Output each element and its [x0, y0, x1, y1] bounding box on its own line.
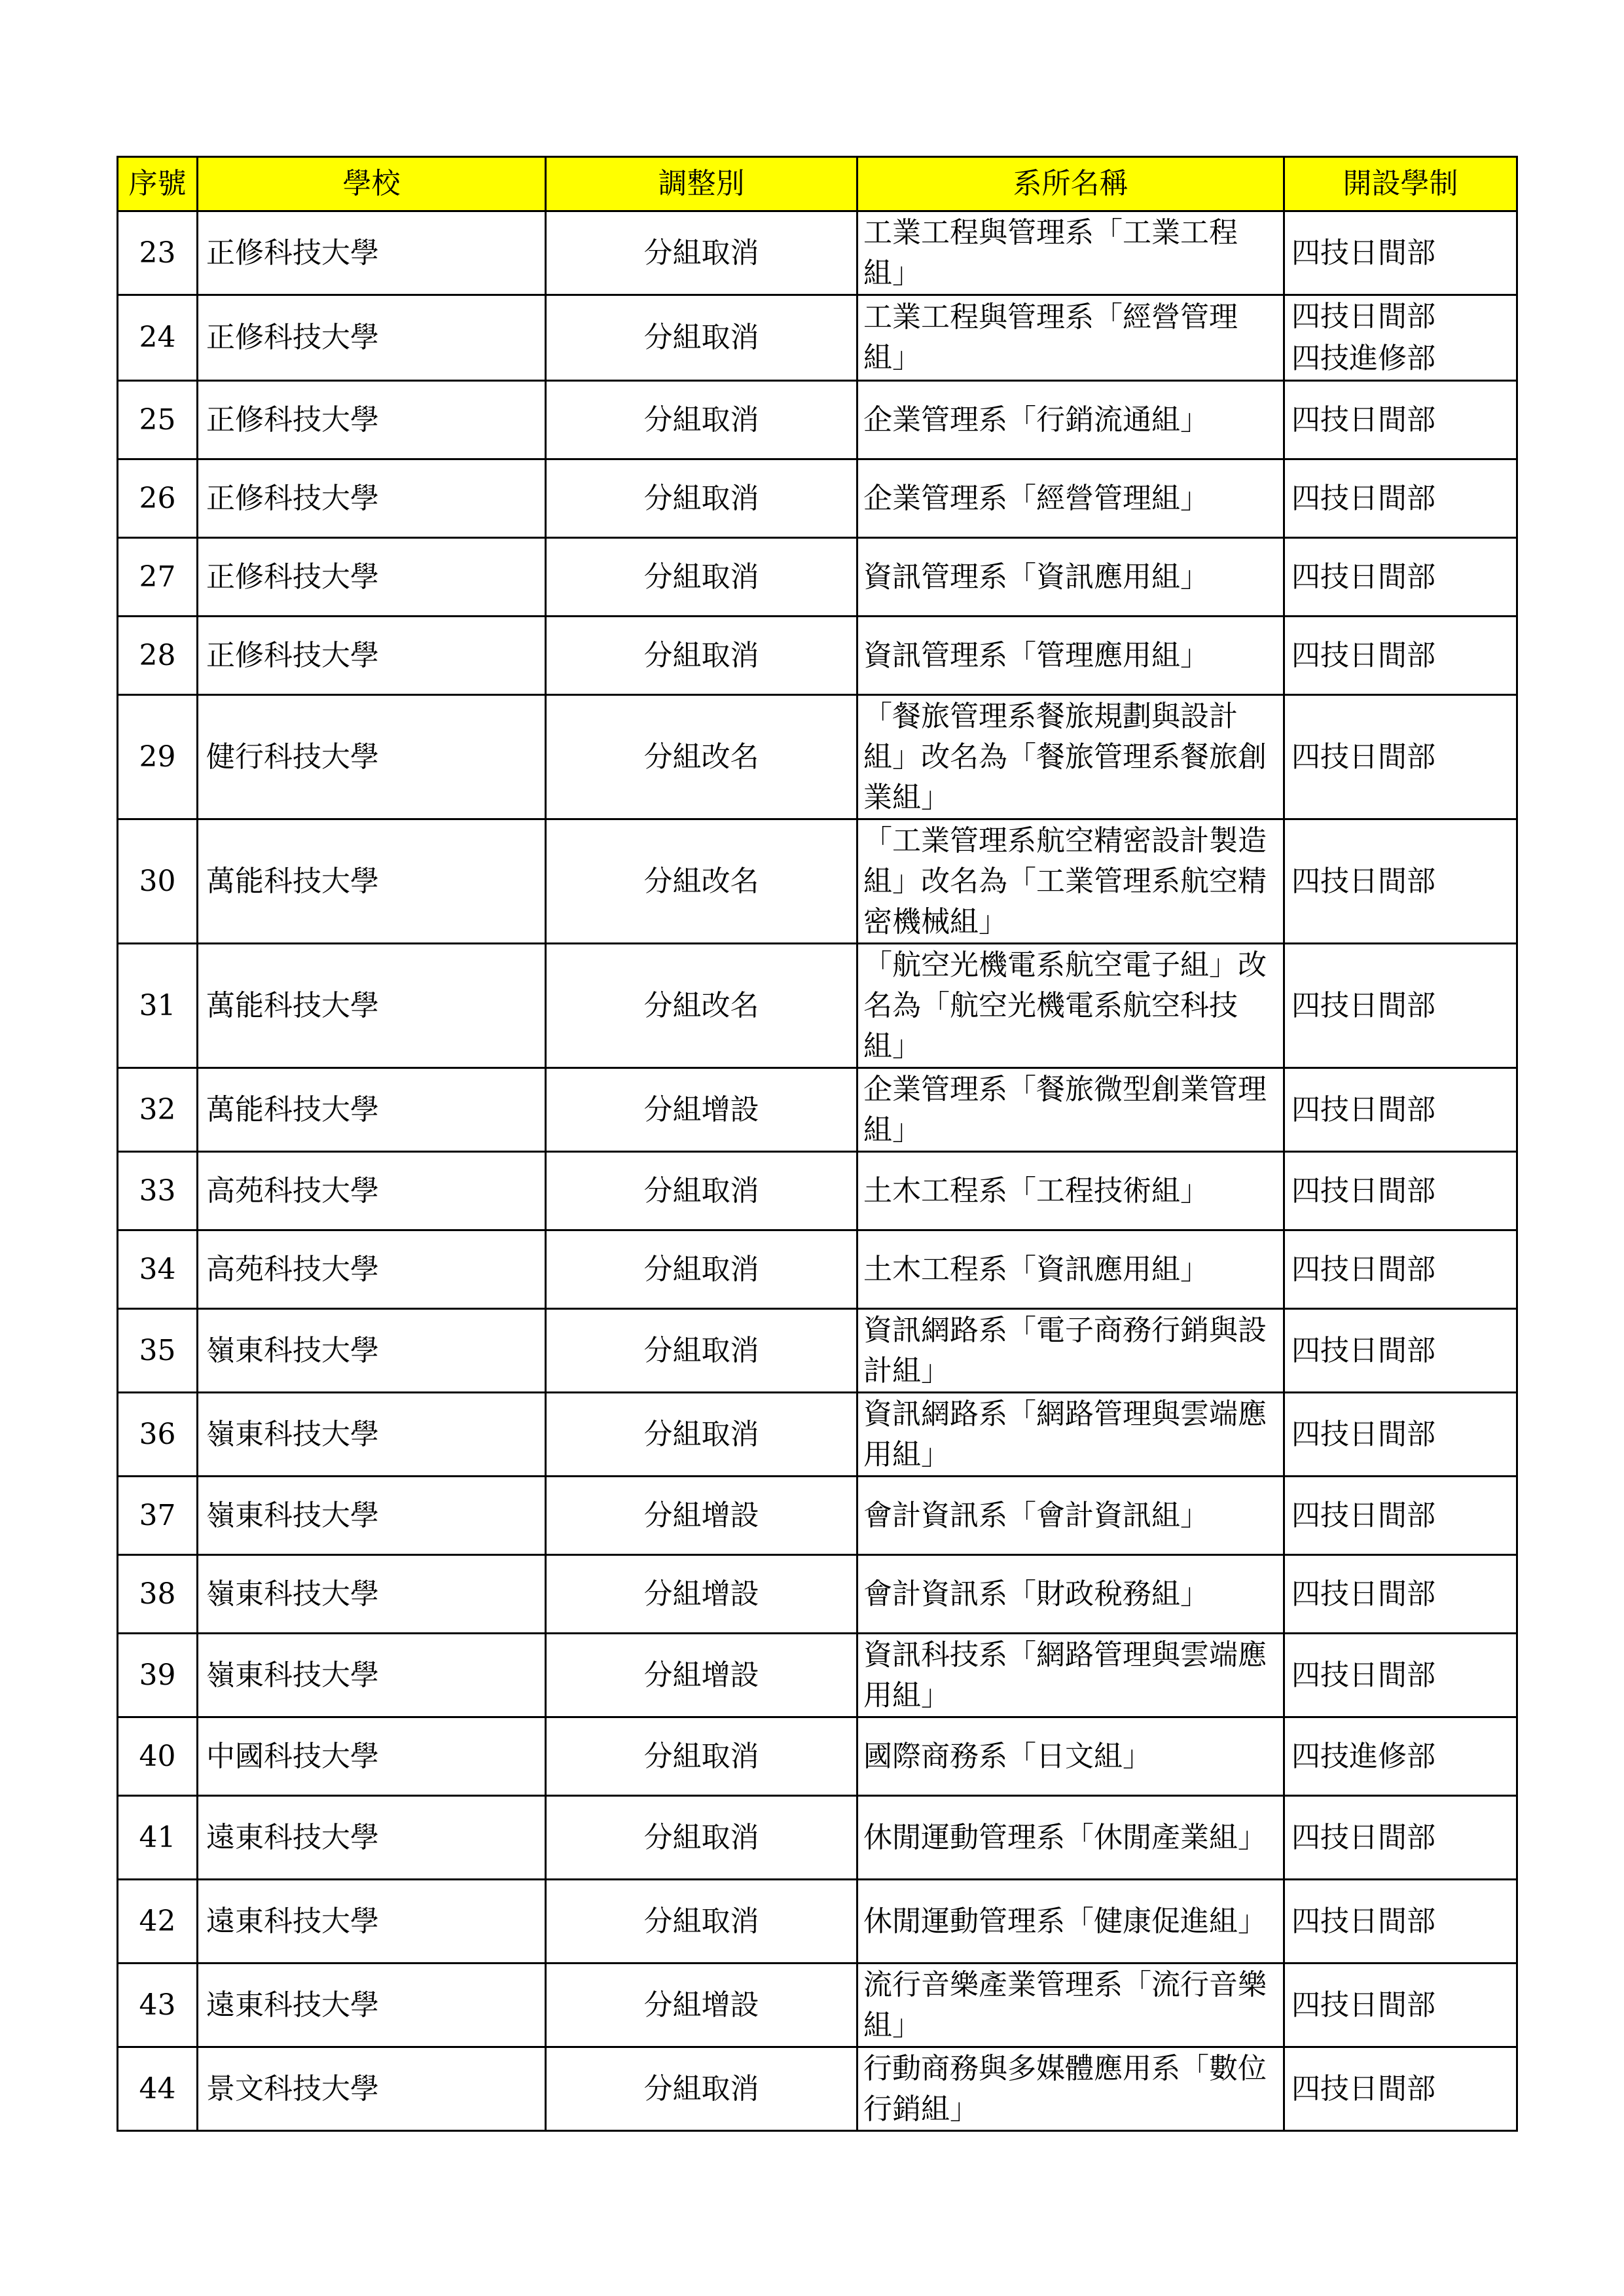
- department-name-cell: 流行音樂產業管理系「流行音樂組」: [857, 1964, 1284, 2047]
- program-system-item: 四技日間部: [1291, 1498, 1435, 1532]
- header-department-name: 系所名稱: [857, 157, 1284, 211]
- program-system-item: 四技日間部: [1291, 638, 1435, 672]
- department-name-cell: 企業管理系「餐旅微型創業管理組」: [857, 1068, 1284, 1152]
- program-system-cell: [1284, 2047, 1517, 2131]
- serial-no-cell: 40: [118, 1717, 198, 1796]
- adjustment-type-cell: 分組取消: [546, 2047, 857, 2131]
- table-row: [118, 1152, 1517, 1230]
- school-cell: 健行科技大學: [198, 695, 546, 819]
- serial-no-cell: 34: [118, 1230, 198, 1309]
- adjustment-type-cell: 分組改名: [546, 819, 857, 944]
- serial-no-cell: 32: [118, 1068, 198, 1152]
- program-system-cell: [1284, 538, 1517, 617]
- program-system-item: 四技日間部: [1291, 1417, 1435, 1451]
- adjustment-type-cell: 分組取消: [546, 459, 857, 538]
- program-system-item: 四技日間部: [1291, 236, 1435, 270]
- serial-no-cell: 44: [118, 2047, 198, 2131]
- serial-no-cell: 35: [118, 1309, 198, 1393]
- program-system-item: 四技日間部: [1291, 300, 1435, 333]
- serial-no-cell: 27: [118, 538, 198, 617]
- department-name-cell: 資訊管理系「資訊應用組」: [857, 538, 1284, 617]
- program-system-item: 四技日間部: [1291, 560, 1435, 594]
- table-row: [118, 459, 1517, 538]
- table-row: [118, 2047, 1517, 2131]
- adjustment-type-cell: 分組改名: [546, 695, 857, 819]
- serial-no-cell: 39: [118, 1634, 198, 1717]
- program-system-item: 四技日間部: [1291, 1092, 1435, 1126]
- school-cell: 萬能科技大學: [198, 944, 546, 1068]
- adjustment-table: [117, 156, 1518, 2132]
- program-system-item: 四技日間部: [1291, 1820, 1435, 1854]
- header-serial-no: 序號: [118, 157, 198, 211]
- school-cell: 正修科技大學: [198, 211, 546, 295]
- adjustment-type-cell: 分組取消: [546, 617, 857, 695]
- program-system-item: 四技日間部: [1291, 1577, 1435, 1611]
- department-name-cell: 企業管理系「經營管理組」: [857, 459, 1284, 538]
- program-system-cell: [1284, 381, 1517, 459]
- program-system-cell: [1284, 1634, 1517, 1717]
- school-cell: 遠東科技大學: [198, 1964, 546, 2047]
- serial-no-cell: 38: [118, 1555, 198, 1634]
- table-row: [118, 1796, 1517, 1880]
- school-cell: 正修科技大學: [198, 381, 546, 459]
- school-cell: 萬能科技大學: [198, 819, 546, 944]
- department-name-cell: 資訊網路系「電子商務行銷與設計組」: [857, 1309, 1284, 1393]
- school-cell: 正修科技大學: [198, 538, 546, 617]
- department-name-cell: 休閒運動管理系「休閒產業組」: [857, 1796, 1284, 1880]
- header-row: [118, 157, 1517, 211]
- program-system-item: 四技日間部: [1291, 403, 1435, 437]
- program-system-cell: [1284, 1068, 1517, 1152]
- adjustment-type-cell: 分組改名: [546, 944, 857, 1068]
- table-row: [118, 1634, 1517, 1717]
- table-row: [118, 617, 1517, 695]
- department-name-cell: 行動商務與多媒體應用系「數位行銷組」: [857, 2047, 1284, 2131]
- adjustment-type-cell: 分組取消: [546, 538, 857, 617]
- header-adjustment-type: 調整別: [546, 157, 857, 211]
- adjustment-type-cell: 分組取消: [546, 1230, 857, 1309]
- program-system-cell: [1284, 211, 1517, 295]
- program-system-cell: [1284, 695, 1517, 819]
- department-name-cell: 國際商務系「日文組」: [857, 1717, 1284, 1796]
- table-row: [118, 1555, 1517, 1634]
- program-system-item: 四技日間部: [1291, 740, 1435, 774]
- department-name-cell: 資訊科技系「網路管理與雲端應用組」: [857, 1634, 1284, 1717]
- school-cell: 萬能科技大學: [198, 1068, 546, 1152]
- department-name-cell: 「餐旅管理系餐旅規劃與設計組」改名為「餐旅管理系餐旅創業組」: [857, 695, 1284, 819]
- serial-no-cell: 24: [118, 295, 198, 381]
- table-row: [118, 538, 1517, 617]
- program-system-cell: [1284, 1477, 1517, 1555]
- program-system-item: 四技日間部: [1291, 1904, 1435, 1938]
- program-system-item: 四技日間部: [1291, 1252, 1435, 1286]
- school-cell: 遠東科技大學: [198, 1880, 546, 1964]
- program-system-item: 四技日間部: [1291, 1658, 1435, 1692]
- serial-no-cell: 42: [118, 1880, 198, 1964]
- table-row: [118, 381, 1517, 459]
- department-name-cell: 企業管理系「行銷流通組」: [857, 381, 1284, 459]
- school-cell: 高苑科技大學: [198, 1152, 546, 1230]
- table-row: [118, 1717, 1517, 1796]
- department-name-cell: 「工業管理系航空精密設計製造組」改名為「工業管理系航空精密機械組」: [857, 819, 1284, 944]
- header-program-system: 開設學制: [1284, 157, 1517, 211]
- school-cell: 遠東科技大學: [198, 1796, 546, 1880]
- serial-no-cell: 29: [118, 695, 198, 819]
- table-row: [118, 695, 1517, 819]
- table-row: [118, 1477, 1517, 1555]
- school-cell: 景文科技大學: [198, 2047, 546, 2131]
- program-system-cell: [1284, 819, 1517, 944]
- program-system-cell: [1284, 1230, 1517, 1309]
- school-cell: 嶺東科技大學: [198, 1634, 546, 1717]
- adjustment-type-cell: 分組增設: [546, 1477, 857, 1555]
- department-name-cell: 土木工程系「工程技術組」: [857, 1152, 1284, 1230]
- department-name-cell: 土木工程系「資訊應用組」: [857, 1230, 1284, 1309]
- adjustment-type-cell: 分組取消: [546, 1880, 857, 1964]
- adjustment-type-cell: 分組增設: [546, 1634, 857, 1717]
- table-row: [118, 1880, 1517, 1964]
- program-system-cell: [1284, 1964, 1517, 2047]
- serial-no-cell: 25: [118, 381, 198, 459]
- serial-no-cell: 28: [118, 617, 198, 695]
- table-row: [118, 1309, 1517, 1393]
- program-system-item: 四技日間部: [1291, 1333, 1435, 1367]
- school-cell: 嶺東科技大學: [198, 1309, 546, 1393]
- adjustment-type-cell: 分組取消: [546, 1152, 857, 1230]
- serial-no-cell: 26: [118, 459, 198, 538]
- table-row: [118, 1230, 1517, 1309]
- table-row: [118, 1964, 1517, 2047]
- table-row: [118, 211, 1517, 295]
- school-cell: 正修科技大學: [198, 459, 546, 538]
- table-row: [118, 1393, 1517, 1477]
- table-row: [118, 295, 1517, 381]
- program-system-item: 四技進修部: [1291, 342, 1435, 375]
- department-name-cell: 工業工程與管理系「經營管理組」: [857, 295, 1284, 381]
- department-name-cell: 休閒運動管理系「健康促進組」: [857, 1880, 1284, 1964]
- program-system-item: 四技進修部: [1291, 1739, 1435, 1773]
- table-row: [118, 944, 1517, 1068]
- program-system-cell: [1284, 1717, 1517, 1796]
- adjustment-type-cell: 分組取消: [546, 295, 857, 381]
- serial-no-cell: 43: [118, 1964, 198, 2047]
- adjustment-type-cell: 分組取消: [546, 211, 857, 295]
- department-name-cell: 資訊網路系「網路管理與雲端應用組」: [857, 1393, 1284, 1477]
- school-cell: 嶺東科技大學: [198, 1393, 546, 1477]
- school-cell: 高苑科技大學: [198, 1230, 546, 1309]
- adjustment-type-cell: 分組取消: [546, 381, 857, 459]
- department-name-cell: 會計資訊系「財政稅務組」: [857, 1555, 1284, 1634]
- adjustment-type-cell: 分組取消: [546, 1393, 857, 1477]
- serial-no-cell: 31: [118, 944, 198, 1068]
- school-cell: 嶺東科技大學: [198, 1555, 546, 1634]
- school-cell: 中國科技大學: [198, 1717, 546, 1796]
- program-system-item: 四技日間部: [1291, 988, 1435, 1022]
- program-system-item: 四技日間部: [1291, 864, 1435, 898]
- program-system-cell: [1284, 1796, 1517, 1880]
- school-cell: 嶺東科技大學: [198, 1477, 546, 1555]
- school-cell: 正修科技大學: [198, 617, 546, 695]
- serial-no-cell: 36: [118, 1393, 198, 1477]
- adjustment-type-cell: 分組增設: [546, 1068, 857, 1152]
- serial-no-cell: 37: [118, 1477, 198, 1555]
- program-system-cell: [1284, 617, 1517, 695]
- school-cell: 正修科技大學: [198, 295, 546, 381]
- program-system-item: 四技日間部: [1291, 1988, 1435, 2022]
- program-system-item: 四技日間部: [1291, 1174, 1435, 1208]
- program-system-item: 四技日間部: [1291, 2072, 1435, 2106]
- table-row: [118, 1068, 1517, 1152]
- serial-no-cell: 23: [118, 211, 198, 295]
- serial-no-cell: 41: [118, 1796, 198, 1880]
- department-name-cell: 工業工程與管理系「工業工程組」: [857, 211, 1284, 295]
- program-system-cell: [1284, 1880, 1517, 1964]
- adjustment-type-cell: 分組增設: [546, 1964, 857, 2047]
- table-body: [118, 211, 1517, 2131]
- adjustment-type-cell: 分組增設: [546, 1555, 857, 1634]
- adjustment-type-cell: 分組取消: [546, 1796, 857, 1880]
- program-system-cell: [1284, 1393, 1517, 1477]
- program-system-cell: [1284, 944, 1517, 1068]
- department-name-cell: 會計資訊系「會計資訊組」: [857, 1477, 1284, 1555]
- department-name-cell: 「航空光機電系航空電子組」改名為「航空光機電系航空科技組」: [857, 944, 1284, 1068]
- program-system-cell: [1284, 1555, 1517, 1634]
- adjustment-type-cell: 分組取消: [546, 1309, 857, 1393]
- program-system-cell: [1284, 295, 1517, 381]
- program-system-cell: [1284, 1152, 1517, 1230]
- adjustment-type-cell: 分組取消: [546, 1717, 857, 1796]
- serial-no-cell: 33: [118, 1152, 198, 1230]
- table-row: [118, 819, 1517, 944]
- program-system-cell: [1284, 459, 1517, 538]
- header-school: 學校: [198, 157, 546, 211]
- serial-no-cell: 30: [118, 819, 198, 944]
- program-system-item: 四技日間部: [1291, 481, 1435, 515]
- program-system-cell: [1284, 1309, 1517, 1393]
- department-name-cell: 資訊管理系「管理應用組」: [857, 617, 1284, 695]
